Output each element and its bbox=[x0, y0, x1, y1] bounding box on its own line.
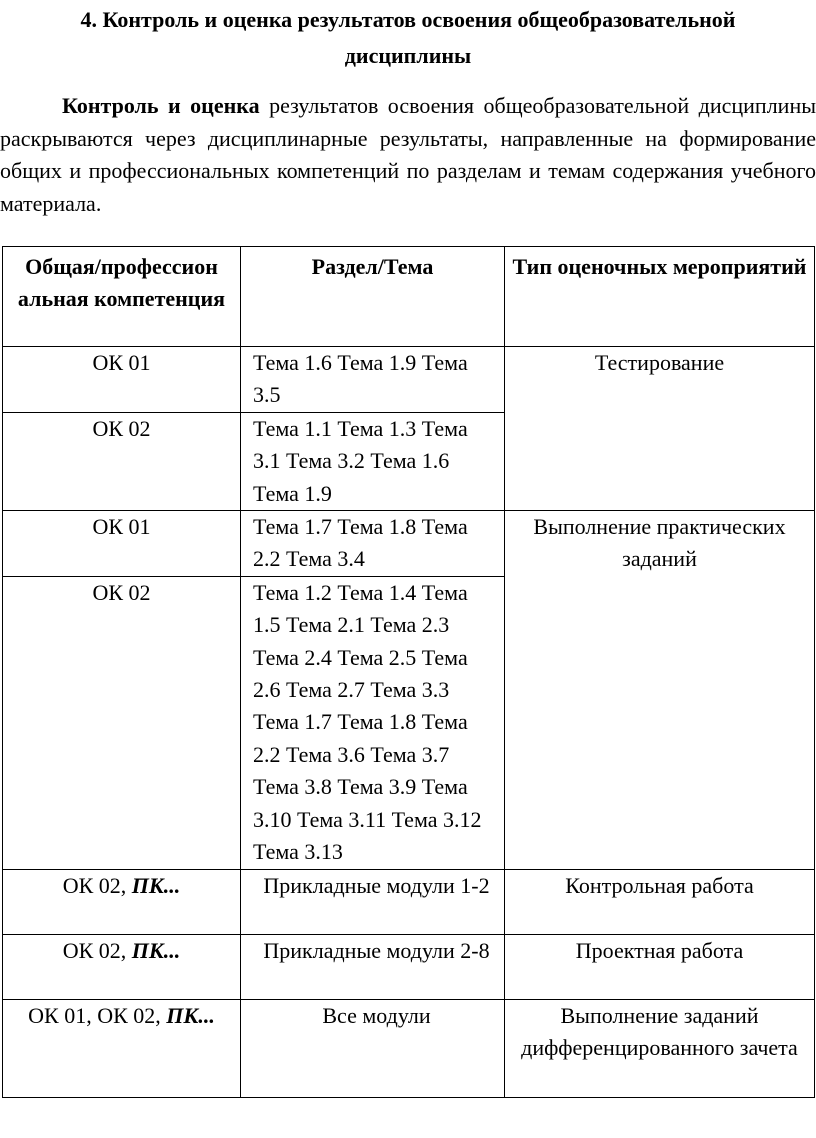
table-row bbox=[3, 347, 815, 413]
heading-line-1: 4. Контроль и оценка результатов освоения общеобразовательной bbox=[80, 7, 736, 32]
pk-label: ПК... bbox=[131, 872, 181, 898]
table-row bbox=[3, 934, 815, 999]
competence-cell: ОК 02, ПК... bbox=[3, 869, 241, 934]
assessment-cell-practical: Выполнение практических заданий bbox=[505, 511, 815, 869]
assessment-table bbox=[2, 246, 815, 1098]
competence-cell: ОК 02 bbox=[3, 576, 241, 869]
competence-cell: ОК 01 bbox=[3, 347, 241, 413]
topic-cell: Тема 1.1 Тема 1.3 Тема 3.1 Тема 3.2 Тема 1.6 Тема 1.9 bbox=[241, 412, 505, 510]
topic-cell: Прикладные модули 2-8 bbox=[241, 934, 505, 999]
table-row bbox=[3, 999, 815, 1097]
competence-cell: ОК 01, ОК 02, ПК... bbox=[3, 999, 241, 1097]
competence-cell: ОК 01 bbox=[3, 511, 241, 577]
intro-bold-lead: Контроль и оценка bbox=[62, 93, 260, 118]
topic-cell: Все модули bbox=[241, 999, 505, 1097]
topic-cell: Тема 1.6 Тема 1.9 Тема 3.5 bbox=[241, 347, 505, 413]
assessment-cell: Выполнение заданий дифференцированного зачета bbox=[505, 999, 815, 1097]
competence-cell: ОК 02, ПК... bbox=[3, 934, 241, 999]
topic-cell: Тема 1.7 Тема 1.8 Тема 2.2 Тема 3.4 bbox=[241, 511, 505, 577]
assessment-cell-testing: Тестирование bbox=[505, 347, 815, 511]
header-topic: Раздел/Тема bbox=[241, 247, 505, 347]
assessment-cell: Контрольная работа bbox=[505, 869, 815, 934]
table-header-row bbox=[3, 247, 815, 347]
heading-line-2: дисциплины bbox=[344, 43, 472, 68]
assessment-cell: Проектная работа bbox=[505, 934, 815, 999]
table-row bbox=[3, 869, 815, 934]
table-row bbox=[3, 511, 815, 577]
topic-cell: Прикладные модули 1-2 bbox=[241, 869, 505, 934]
pk-label: ПК... bbox=[166, 1002, 215, 1028]
competence-cell: ОК 02 bbox=[3, 412, 241, 510]
header-assessment: Тип оценочных мероприятий bbox=[505, 247, 815, 347]
section-heading bbox=[0, 2, 816, 74]
header-competence: Общая/профессион альная компетенция bbox=[3, 247, 241, 347]
intro-text: результатов освоения общеобразовательной дисциплины раскрываются через дисциплинарные результаты, направленные на формирование общих и профессиональных компетенций по разделам и темам содержания учебного материала. bbox=[0, 93, 816, 216]
pk-label: ПК... bbox=[131, 937, 181, 963]
topic-cell: Тема 1.2 Тема 1.4 Тема 1.5 Тема 2.1 Тема 2.3 Тема 2.4 Тема 2.5 Тема 2.6 Тема 2.7 Тема 3.3 Тема 1.7 Тема 1.8 Тема 2.2 Тема 3.6 Тема 3.7 Тема 3.8 Тема 3.9 Тема 3.10 Тема 3.11 Тема 3.12 Тема 3.13 bbox=[241, 576, 505, 869]
intro-paragraph bbox=[0, 90, 816, 220]
